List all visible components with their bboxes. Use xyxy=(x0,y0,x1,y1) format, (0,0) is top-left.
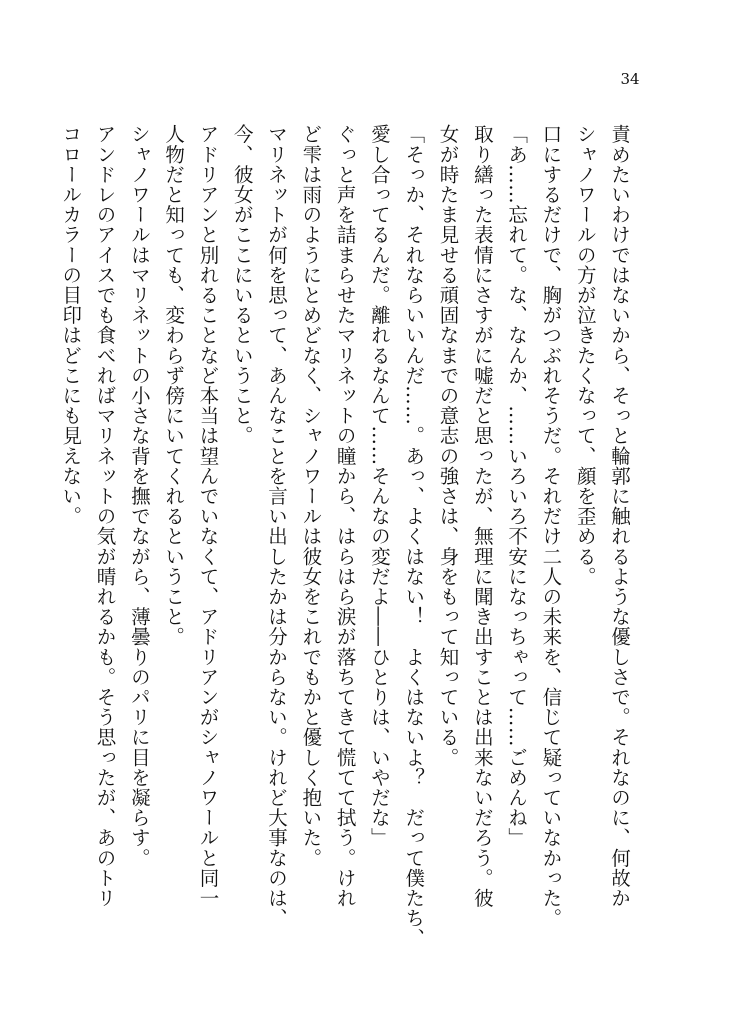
text-line: 責めたいわけではないから、そっと輪郭に触れるような優しさで。それなのに、何故か xyxy=(608,124,631,908)
text-line: 人物だと知っても、変わらず傍にいてくれるということ。 xyxy=(162,124,186,647)
text-line: マリネットが何を思って、あんなことを言い出したかは分からない。けれど大事なのは、 xyxy=(265,124,289,928)
text-line: シャノワールはマリネットの小さな背を撫でながら、薄曇りのパリに目を凝らす。 xyxy=(127,124,151,868)
page-number: 34 xyxy=(620,70,640,88)
text-line: シャノワールの方が泣きたくなって、顔を歪める。 xyxy=(573,124,597,587)
text-line: 女が時たま見せる頑固なまでの意志の強さは、身をもって知っている。 xyxy=(436,124,460,768)
text-line: 愛し合ってるんだ。離れるなんて……そんなの変だよ――ひとりは、いやだな」 xyxy=(367,124,391,848)
text-line: アンドレのアイスでも食べればマリネットの気が晴れるかも。そう思ったが、あのトリ xyxy=(93,124,117,908)
body-text xyxy=(59,124,636,960)
text-line: 「あ……忘れて。な、なんか、……いろいろ不安になっちゃって……ごめんね」 xyxy=(505,124,529,848)
text-line: 取り繕った表情にさすがに嘘だと思ったが、無理に聞き出すことは出来ないだろう。彼 xyxy=(470,124,494,908)
text-line: 「そっか、それならいいんだ……。あっ、よくはない！ よくはないよ？ だって僕たち、 xyxy=(402,124,426,949)
text-line: ぐっと声を詰まらせたマリネットの瞳から、はらはら涙が落ちてきて慌てて拭う。けれ xyxy=(333,124,357,908)
text-line: 今、彼女がここにいるということ。 xyxy=(230,124,254,446)
text-line: ど雫は雨のようにとめどなく、シャノワールは彼女をこれでもかと優しく抱いた。 xyxy=(299,124,323,868)
text-line: アドリアンと別れることなど本当は望んでいなくて、アドリアンがシャノワールと同一 xyxy=(196,124,220,908)
text-line: コロールカラーの目印はどこにも見えない。 xyxy=(59,124,83,526)
text-line: 口にするだけで、胸がつぶれそうだ。それだけ二人の未来を、信じて疑っていなかった。 xyxy=(539,124,563,928)
